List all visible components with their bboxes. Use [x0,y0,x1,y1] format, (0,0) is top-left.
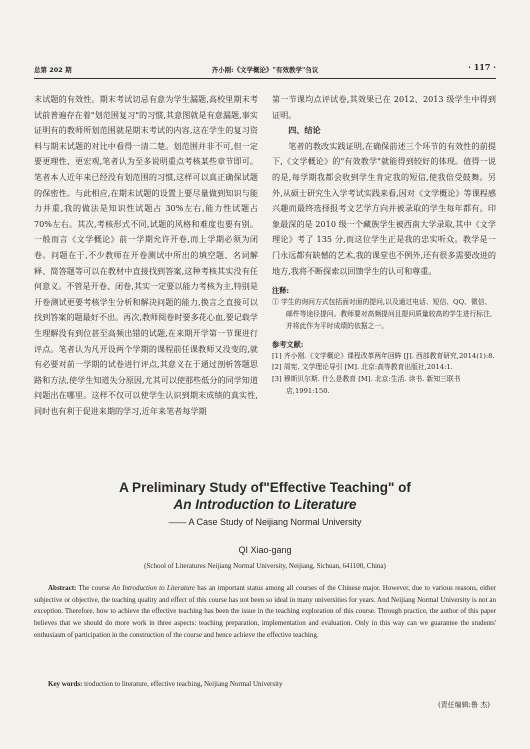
references-title: 参考文献: [272,339,304,349]
keywords-text: troduction to literature, effective teaching, Neijiang Normal University [82,680,283,688]
abstract-label: Abstract: [48,584,77,592]
reference-item: [3] 穆斯贝尔斯. 什么是教育 [M]. 北京:生活. 读书. 新知三联书店,1991:150. [272,375,461,395]
body-paragraph: 末试题的有效性。期末考试切忌有意为学生漏题,高校里期末考试前普遍存在着"划范围复习"的习惯,其意图就是有意漏题,事实证明有的教师所划范围就是期末考试的内容,这在学生的复习资料与期末试题的对比中看得一清二楚。划范围并非不可,但一定要更理性、更宏观,笔者认为至多说明重点考核某些章节即可。笔者本人近年来已经没有划范围的习惯,这样可以真正确保试题的保密性。与此相应,在期末试题的设置上要尽量做到知识与能力并重,我的做法是知识性试题占 30%左右,能力性试题占 70%左右。其次,考核形式不同,试题的风格和难度也要有别。一般而言《文学概论》前一学期允许开卷,而上学期必须为闭卷。问题在于,不少教师在开卷测试中所出的填空题、名词解释、简答题等可以在教材中直接找到答案,这种考核其实没有任何意义。不管是开卷、闭卷,其实一定要以能力考核为主,特别是开卷测试更要考核学生分析和解决问题的能力,换言之直接可以找到答案的题最好不出。再次,教师阅卷时要多花心血,要记载学生理解没有到位甚至高频出错的试题,在来期开学第一节课进行评点。笔者认为凡开设两个学期的课程前任课教师又没变的,就有必要对前一学期的试卷进行评点,其意义在于通过剖析答题思路和方法,使学生知道失分原因,尤其可以使那些低分的同学知道问题出在哪里。这样不仅可以使学生认识到期末成绩的真实性,同时也有利于促进来期的学习,近年来笔者每学期 [34,94,258,416]
abstract-text-pre: The course [76,584,113,592]
reference-item: [2] 周宪. 文学理论导引 [M]. 北京:高等教育出版社,2014:1. [272,363,453,372]
english-title-line2: An Introduction to Literature [173,497,357,512]
page-number: · 117 · [468,62,496,72]
notes-title: 注释: [272,286,290,296]
page-header [34,62,496,76]
keywords-label: Key words: [48,680,83,688]
header-rule [34,78,496,79]
abstract-text: has an important status among all courses of the Chinese major. However, due to various reasons, either subjective or objective, the teaching quality and effect of this course has not been so ideal in many universities for years. And Neijiang Normal University is not an exception. Therefore, how to achieve the effective teaching has been the issue in the teaching exploration of this course. Through practice, the author of this paper believes that we should do more work in three aspects: teaching preparation, implementation and evaluation. Only in this way can we guarantee the students' enthusiasm of participation in the construction of the course and hence achieve the effective teaching. [34,584,496,639]
english-abstract [34,583,496,642]
english-title-line1: A Preliminary Study of"Effective Teaching" of [119,480,411,495]
body-column-left [34,92,258,467]
conclusion-paragraph: 笔者的教改实践证明,在确保前述三个环节的有效性的前提下,《文学概论》的"有效教学"就能得到较好的体现。值得一说的是,每学期我都会收到学生肯定我的短信,使我倍受鼓舞。另外,从硕士研究生入学考试实践来看,因对《文学概论》等课程感兴趣而最终选择报考文艺学方向并被录取的学生每年都有。印象最深的是 2010 级一个藏族学生被西南大学录取,其中《文学理论》考了 135 分,而这位学生正是我的忠实听众。教学是一门永远都有缺憾的艺术,我的课堂也不例外,还有很多需要改进的地方,我将不断探索以回馈学生的认可和尊重。 [272,140,496,276]
editor-note: (责任编辑:鲁 杰) [437,701,490,709]
abstract-course-name: An Introduction to Literature [112,584,196,592]
english-subtitle: —— A Case Study of Neijiang Normal University [168,517,362,527]
running-title: 齐小刚:《文学概论》"有效教学"刍议 [211,66,319,74]
english-keywords [34,680,496,688]
english-affiliation: (School of Literatures Neijiang Normal University, Neijiang, Sichuan, 641100, China) [144,562,386,570]
body-paragraph-continuation: 第一节课均点评试卷,其效果已在 2012、2013 级学生中得到证明。 [272,94,496,120]
english-title [34,479,496,513]
reference-item: [1] 齐小刚.《文学概论》课程改革两年回眸 [J]. 西部教育研究,2014(1):8. [272,351,495,360]
english-author: QI Xiao-gang [238,545,292,555]
body-column-right [272,92,496,398]
section-heading: 四、结论 [288,125,321,136]
note-item: ① 学生的询问方式包括面对面的提问,以及通过电话、短信、QQ、微信、邮件等途径提问。教师要对高频提问且提问质量较高的学生进行标注,并将此作为平时成绩的依据之一。 [272,298,493,330]
issue-label: 总第 202 期 [34,66,72,74]
